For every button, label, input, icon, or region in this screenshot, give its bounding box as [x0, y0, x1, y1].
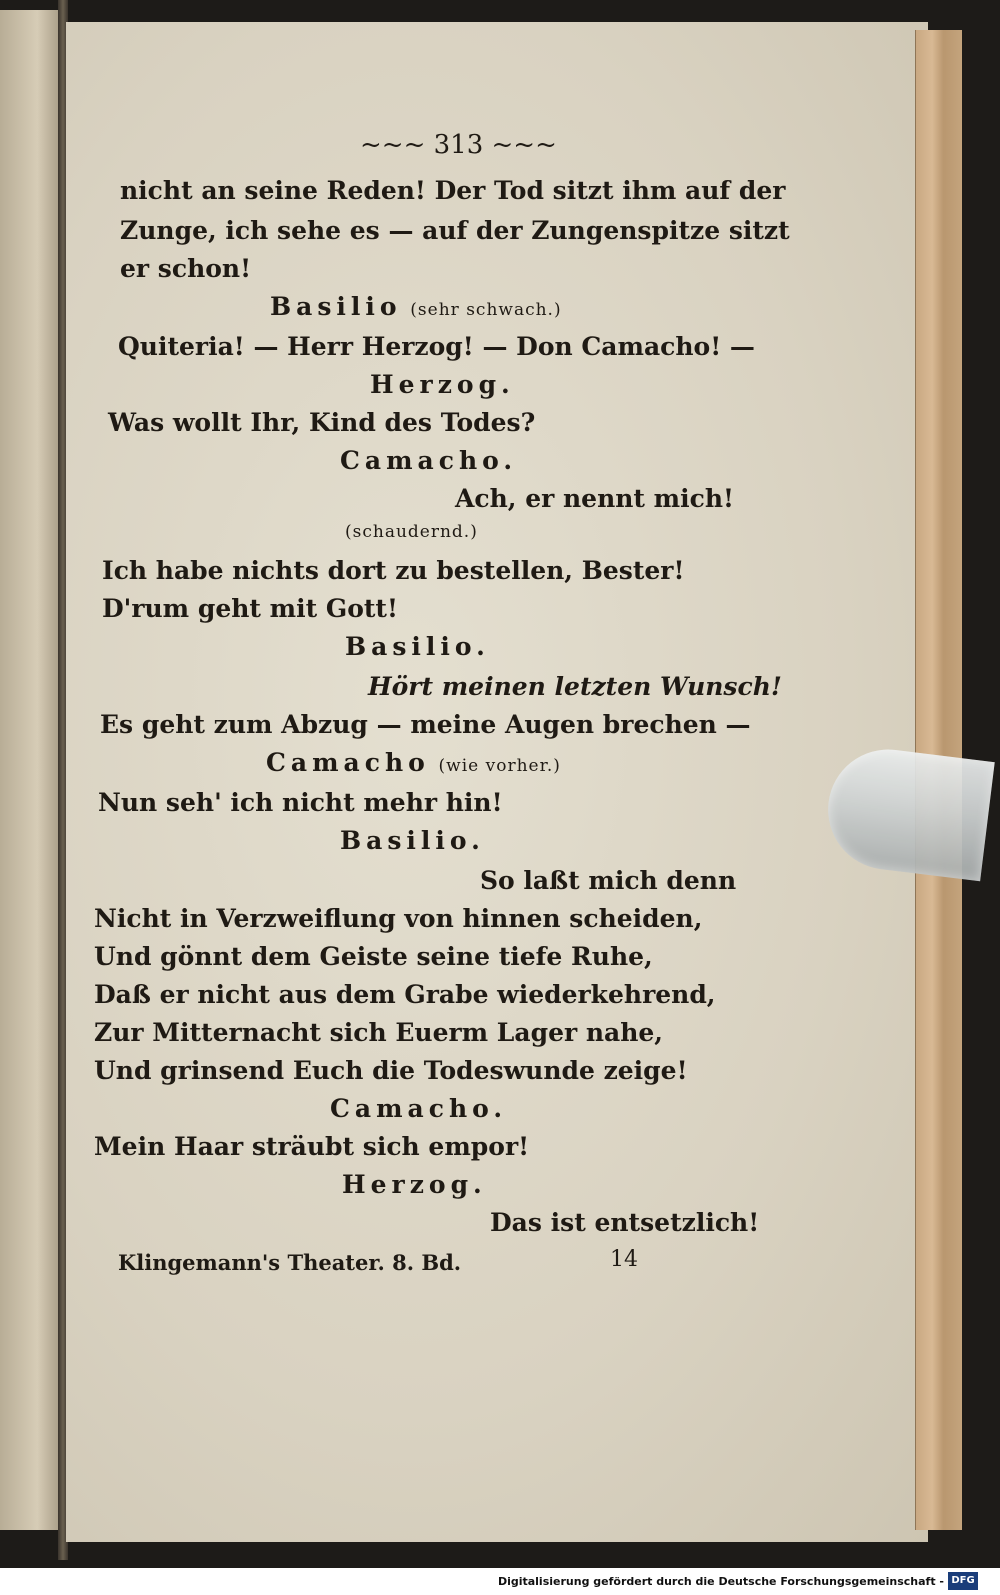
- speaker-name: Basilio.: [340, 826, 485, 855]
- book-page: [66, 22, 928, 1542]
- speaker-name: Camacho: [266, 748, 430, 777]
- text-line: Ach, er nennt mich!: [455, 484, 734, 513]
- speaker-name: Camacho.: [340, 446, 518, 475]
- text-line: er schon!: [120, 254, 252, 283]
- text-line: So laßt mich denn: [480, 866, 737, 895]
- text-line: Quiteria! — Herr Herzog! — Don Camacho! —: [118, 332, 755, 361]
- text-line: Nicht in Verzweiflung von hinnen scheiden,: [94, 904, 703, 933]
- text-line: Hört meinen letzten Wunsch!: [368, 672, 782, 701]
- stage-direction: (schaudernd.): [345, 522, 478, 542]
- text-line: Zur Mitternacht sich Euerm Lager nahe,: [94, 1018, 664, 1047]
- text-line: Und grinsend Euch die Todeswunde zeige!: [94, 1056, 688, 1085]
- text-line: D'rum geht mit Gott!: [102, 594, 398, 623]
- speaker-name: Basilio: [270, 292, 402, 321]
- page-header: ~~~ 313 ~~~: [360, 130, 557, 160]
- stage-direction: (wie vorher.): [438, 756, 561, 776]
- speaker-name: Herzog.: [370, 370, 515, 399]
- credit-text: Digitalisierung gefördert durch die Deutsche Forschungsgemeinschaft -: [497, 1575, 944, 1588]
- text-line: Es geht zum Abzug — meine Augen brechen —: [100, 710, 751, 739]
- text-line: Mein Haar sträubt sich empor!: [94, 1132, 530, 1161]
- speaker-name: Camacho.: [330, 1094, 508, 1123]
- speaker-name: Herzog.: [342, 1170, 487, 1199]
- speaker-line: [266, 748, 561, 777]
- left-page-edge: [0, 10, 64, 1530]
- text-line: Das ist entsetzlich!: [490, 1208, 760, 1237]
- speaker-name: Basilio.: [345, 632, 490, 661]
- signature-mark: 14: [610, 1247, 638, 1272]
- text-line: nicht an seine Reden! Der Tod sitzt ihm auf der: [120, 176, 786, 205]
- stage-direction: (sehr schwach.): [410, 300, 562, 320]
- text-line: Was wollt Ihr, Kind des Todes?: [108, 408, 536, 437]
- speaker-line: [270, 292, 562, 321]
- text-line: Nun seh' ich nicht mehr hin!: [98, 788, 503, 817]
- text-line: Und gönnt dem Geiste seine tiefe Ruhe,: [94, 942, 653, 971]
- dfg-logo: DFG: [948, 1572, 978, 1590]
- text-line: Zunge, ich sehe es — auf der Zungenspitze sitzt: [120, 216, 790, 245]
- page-footer: Klingemann's Theater. 8. Bd.: [118, 1250, 462, 1275]
- text-line: Ich habe nichts dort zu bestellen, Bester!: [102, 556, 685, 585]
- text-line: Daß er nicht aus dem Grabe wiederkehrend,: [94, 980, 716, 1009]
